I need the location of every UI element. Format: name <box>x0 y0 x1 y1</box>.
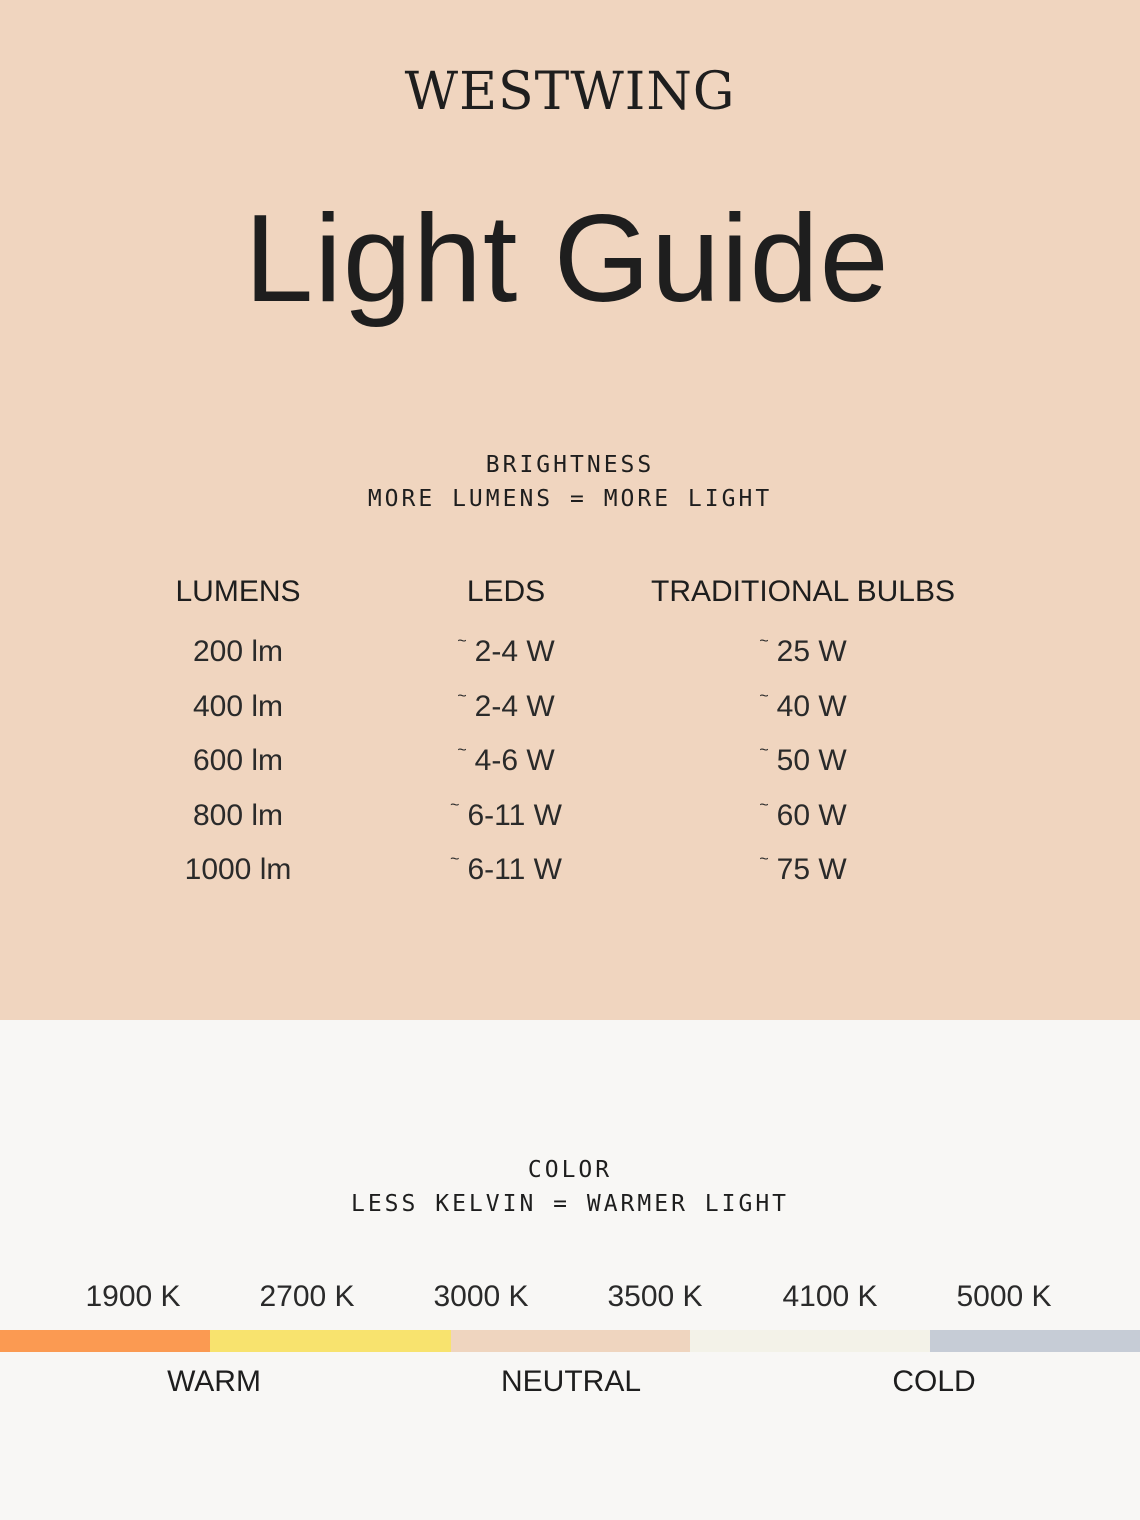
column-header-traditional-bulbs: TRADITIONAL BULBS <box>651 575 955 608</box>
kelvin-label: 4100 K <box>782 1280 878 1313</box>
leds-cell-value: 6-11 W <box>467 853 562 886</box>
bulbs-cell-value: 60 W <box>776 798 847 832</box>
bulbs-cell <box>759 796 847 833</box>
approx-symbol: ~ <box>450 796 460 814</box>
leds-cell <box>457 635 554 669</box>
leds-cell <box>450 796 562 833</box>
kelvin-label: 5000 K <box>956 1280 1052 1313</box>
approx-symbol: ~ <box>759 633 769 650</box>
approx-symbol: ~ <box>457 742 467 759</box>
zone-cold: COLD <box>892 1365 976 1398</box>
bulbs-cell <box>759 853 846 887</box>
color-bar-segment <box>930 1330 1140 1352</box>
approx-symbol: ~ <box>759 796 769 814</box>
approx-symbol: ~ <box>759 687 769 705</box>
bulbs-cell <box>759 635 846 669</box>
brand-logo: WESTWING <box>404 62 736 122</box>
kelvin-label: 1900 K <box>85 1280 181 1313</box>
lumens-cell <box>193 690 283 724</box>
page-title: Light Guide <box>244 190 890 328</box>
bulbs-cell-value: 75 W <box>776 853 847 886</box>
approx-symbol: ~ <box>759 851 769 868</box>
lumens-cell <box>193 799 283 833</box>
bulbs-cell-value: 50 W <box>776 744 847 777</box>
leds-cell-value: 6-11 W <box>467 798 562 832</box>
column-header-leds: LEDS <box>466 575 546 608</box>
brightness-heading: BRIGHTNESS <box>485 452 655 478</box>
color-bar-segment <box>451 1330 690 1352</box>
lumens-cell-value: 600 lm <box>192 744 284 777</box>
column-header-lumens: LUMENS <box>175 575 301 608</box>
lumens-cell-value: 200 lm <box>192 635 284 668</box>
leds-cell-value: 2-4 W <box>474 635 555 668</box>
leds-cell-value: 4-6 W <box>474 744 555 777</box>
bulbs-cell-value: 40 W <box>776 689 847 723</box>
color-heading: COLOR <box>527 1157 613 1183</box>
lumens-cell <box>185 853 292 887</box>
color-bar-segment <box>210 1330 451 1352</box>
bulbs-cell-value: 25 W <box>776 635 847 668</box>
kelvin-label: 3500 K <box>607 1280 703 1313</box>
zone-neutral: NEUTRAL <box>500 1365 642 1398</box>
leds-cell <box>457 744 554 778</box>
brightness-subheading: MORE LUMENS = MORE LIGHT <box>367 486 773 512</box>
color-subheading: LESS KELVIN = WARMER LIGHT <box>350 1191 790 1217</box>
kelvin-label: 2700 K <box>259 1280 355 1313</box>
bulbs-cell <box>759 687 847 724</box>
bulbs-cell <box>759 744 846 778</box>
color-bar-segment <box>0 1330 210 1352</box>
approx-symbol: ~ <box>457 687 467 705</box>
leds-cell <box>450 853 562 887</box>
approx-symbol: ~ <box>759 742 769 759</box>
approx-symbol: ~ <box>457 633 467 650</box>
lumens-cell <box>193 635 283 669</box>
leds-cell <box>457 687 555 724</box>
zone-warm: WARM <box>167 1365 261 1398</box>
lumens-cell <box>193 744 283 778</box>
approx-symbol: ~ <box>450 851 460 868</box>
lumens-cell-value: 800 lm <box>192 798 284 832</box>
leds-cell-value: 2-4 W <box>474 689 555 723</box>
lumens-cell-value: 400 lm <box>192 689 284 723</box>
color-bar-segment <box>690 1330 930 1352</box>
lumens-cell-value: 1000 lm <box>184 853 292 886</box>
kelvin-label: 3000 K <box>433 1280 529 1313</box>
